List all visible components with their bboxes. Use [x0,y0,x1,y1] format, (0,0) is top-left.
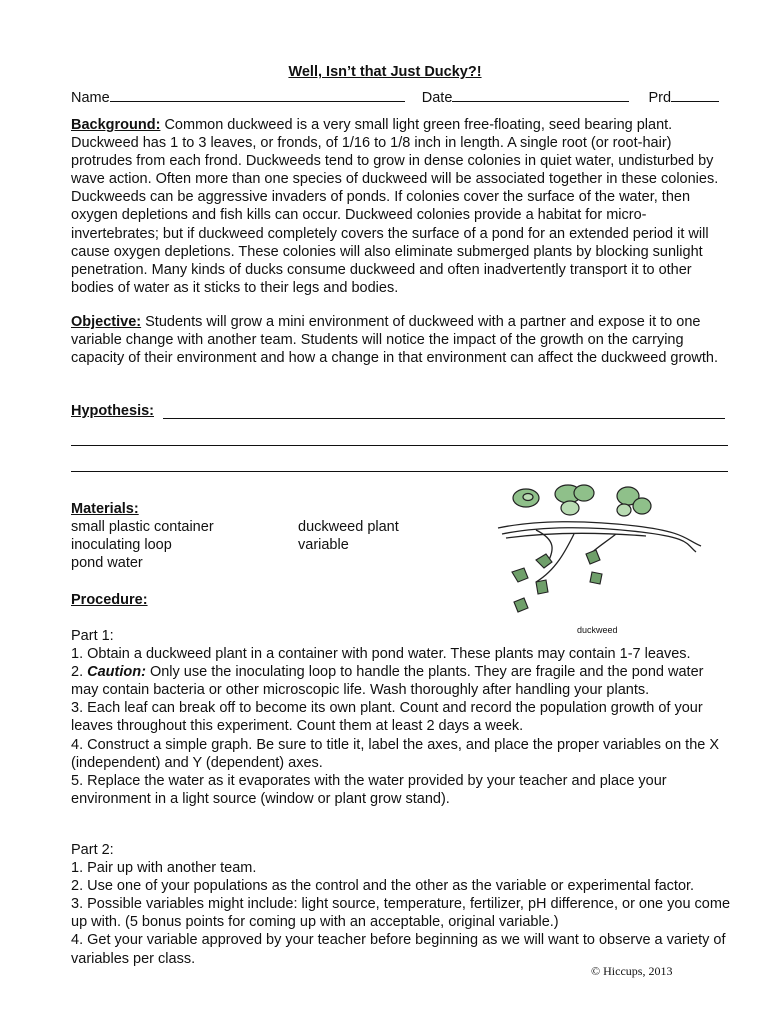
part2-step4: 4. Get your variable approved by your teacher before beginning as we will want to observe a variety of variables per class. [71,932,726,967]
materials-section [71,500,301,572]
part1-heading: Part 1: [71,628,114,644]
background-label: Background: [71,117,161,133]
hypothesis-line-2 [71,445,728,446]
background-section [71,116,731,297]
part2-section [71,841,731,968]
background-text: Common duckweed is a very small light green free-floating, seed bearing plant. Duckweed has 1 to 3 leaves, or fronds, of 1/16 to 1/8 inch in length. A single root (or root-hair) protrudes from each frond. Duckweeds tend to grow in dense colonies in quiet water, undisturbed by wave action. Often more than one species of duckweed will be associated together in these colonies. Duckweeds can be aggressive invaders of ponds. If colonies cover the surface of the water, then oxygen depletions and fish kills can occur. Duckweed colonies provide a habitat for micro-invertebrates; but if duckweed completely covers the surface of a pond for an extended period it will cause oxygen depletions. These colonies will also eliminate submerged plants by blocking sunlight penetration. Many kinds of ducks consume duckweed and often inadvertently transport it to other bodies of water as it sticks to their legs and bodies. [71,117,719,296]
materials-label: Materials: [71,501,139,517]
worksheet-title: Well, Isn’t that Just Ducky?! [288,64,482,80]
part2-step2: 2. Use one of your populations as the control and the other as the variable or experimental factor. [71,878,695,895]
part1-step2 [71,663,731,699]
header-line [71,90,731,106]
part2-step3: 3. Possible variables might include: light source, temperature, fertilizer, pH difference, or one you come up with. (5 bonus points for coming up with an acceptable, original variable.) [71,896,731,931]
name-label: Name [71,90,110,106]
materials-column-2 [298,518,399,554]
material-item: variable [298,537,349,554]
objective-label: Objective: [71,314,142,330]
material-item: small plastic container [71,519,214,536]
step2-text: Only use the inoculating loop to handle the plants. They are fragile and the pond water may contain bacteria or other microscopic life. Wash thoroughly after handling your plants. [71,664,704,699]
part1-step4: 4. Construct a simple graph. Be sure to title it, label the axes, and place the proper variables on the X (independent) and Y (dependent) axes. [71,736,720,771]
part1-step3: 3. Each leaf can break off to become its own plant. Count and record the population growth of your leaves throughout this experiment. Count them at least 2 days a week. [71,700,703,735]
part2-heading: Part 2: [71,842,114,858]
hypothesis-line-3 [71,471,728,472]
material-item: duckweed plant [298,519,399,535]
material-item: pond water [71,555,143,572]
date-label: Date [421,90,453,106]
step2-number: 2. [71,664,88,681]
part1-step5: 5. Replace the water as it evaporates with the water provided by your teacher and place your environment in a light source (window or plant grow stand). [71,772,667,807]
part1-section [71,627,731,808]
period-label: Prd [648,90,672,106]
part1-step1: 1. Obtain a duckweed plant in a container with pond water. These plants may contain 1-7 leaves. [71,646,691,663]
part2-step1: 1. Pair up with another team. [71,860,257,877]
copyright-notice: © Hiccups, 2013 [591,964,673,978]
period-blank [671,101,719,102]
date-blank [452,101,629,102]
material-item: inoculating loop [71,537,172,554]
hypothesis-label: Hypothesis: [71,403,154,419]
illustration-caption: duckweed [577,625,618,635]
caution-label: Caution: [87,664,146,681]
objective-text: Students will grow a mini environment of duckweed with a partner and expose it to one variable change with another team. Students will notice the impact of the growth on the carrying capacity of their environment and how a change in that environment can affect the duckweed growth. [71,314,718,367]
name-blank [110,101,405,102]
objective-section [71,313,731,367]
procedure-section [71,591,731,609]
hypothesis-line-1 [163,418,725,419]
procedure-label: Procedure: [71,592,148,608]
